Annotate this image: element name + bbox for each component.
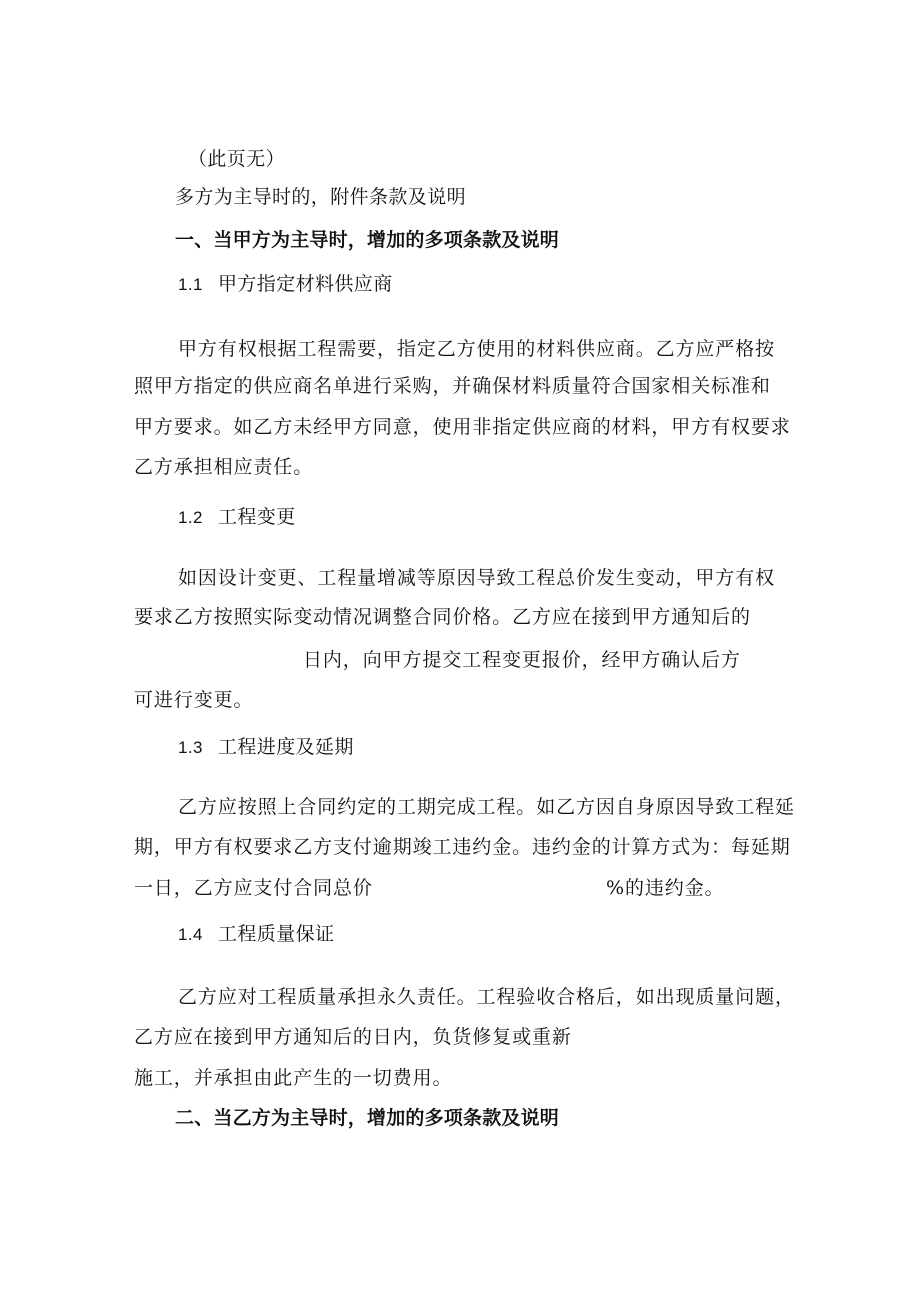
paragraph-line: 施工，并承担由此产生的一切费用。 [134, 1067, 453, 1089]
clause-1-3-heading [178, 735, 354, 760]
clause-number: 1.4 [178, 925, 203, 944]
paragraph-line: 甲方有权根据工程需要，指定乙方使用的材料供应商。乙方应严格按 [178, 338, 776, 360]
clause-1-4-heading [178, 922, 334, 947]
paragraph-line: 乙方应对工程质量承担永久责任。工程验收合格后，如出现质量问题， [178, 986, 795, 1008]
paragraph-line: 日内，向甲方提交工程变更报价，经甲方确认后方 [303, 649, 741, 671]
paragraph-line: 乙方应在接到甲方通知后的日内，负货修复或重新 [134, 1026, 572, 1048]
section1-heading: 一、当甲方为主导时，增加的多项条款及说明 [175, 229, 560, 251]
paragraph-line: 可进行变更。 [134, 689, 254, 711]
clause-1-1-heading [178, 272, 393, 297]
page-note: （此页无） [188, 148, 286, 170]
paragraph-line: 如因设计变更、工程量增减等原因导致工程总价发生变动，甲方有权 [178, 567, 776, 589]
clause-title: 工程进度及延期 [218, 736, 354, 758]
clause-title: 甲方指定材料供应商 [218, 273, 393, 295]
section2-heading: 二、当乙方为主导时，增加的多项条款及说明 [175, 1107, 560, 1129]
paragraph-line: 乙方承担相应责任。 [134, 456, 314, 478]
paragraph-line: 甲方要求。如乙方未经甲方同意，使用非指定供应商的材料，甲方有权要求 [134, 416, 791, 438]
clause-number: 1.1 [178, 275, 203, 294]
paragraph-line: 照甲方指定的供应商名单进行采购，并确保材料质量符合国家相关标准和 [134, 375, 771, 397]
clause-title: 工程变更 [218, 506, 296, 528]
paragraph-line: 一日，乙方应支付合同总价 [134, 877, 373, 899]
paragraph-line: 乙方应按照上合同约定的工期完成工程。如乙方因自身原因导致工程延 [178, 796, 795, 818]
paragraph-line: 要求乙方按照实际变动情况调整合同价格。乙方应在接到甲方通知后的 [134, 606, 751, 628]
clause-1-2-heading [178, 505, 296, 530]
paragraph-line: %的违约金。 [606, 877, 725, 899]
clause-title: 工程质量保证 [218, 923, 335, 945]
intro-text: 多方为主导时的，附件条款及说明 [175, 186, 467, 208]
paragraph-line: 期，甲方有权要求乙方支付逾期竣工违约金。违约金的计算方式为：每延期 [134, 836, 791, 858]
clause-number: 1.2 [178, 508, 203, 527]
clause-number: 1.3 [178, 738, 203, 757]
